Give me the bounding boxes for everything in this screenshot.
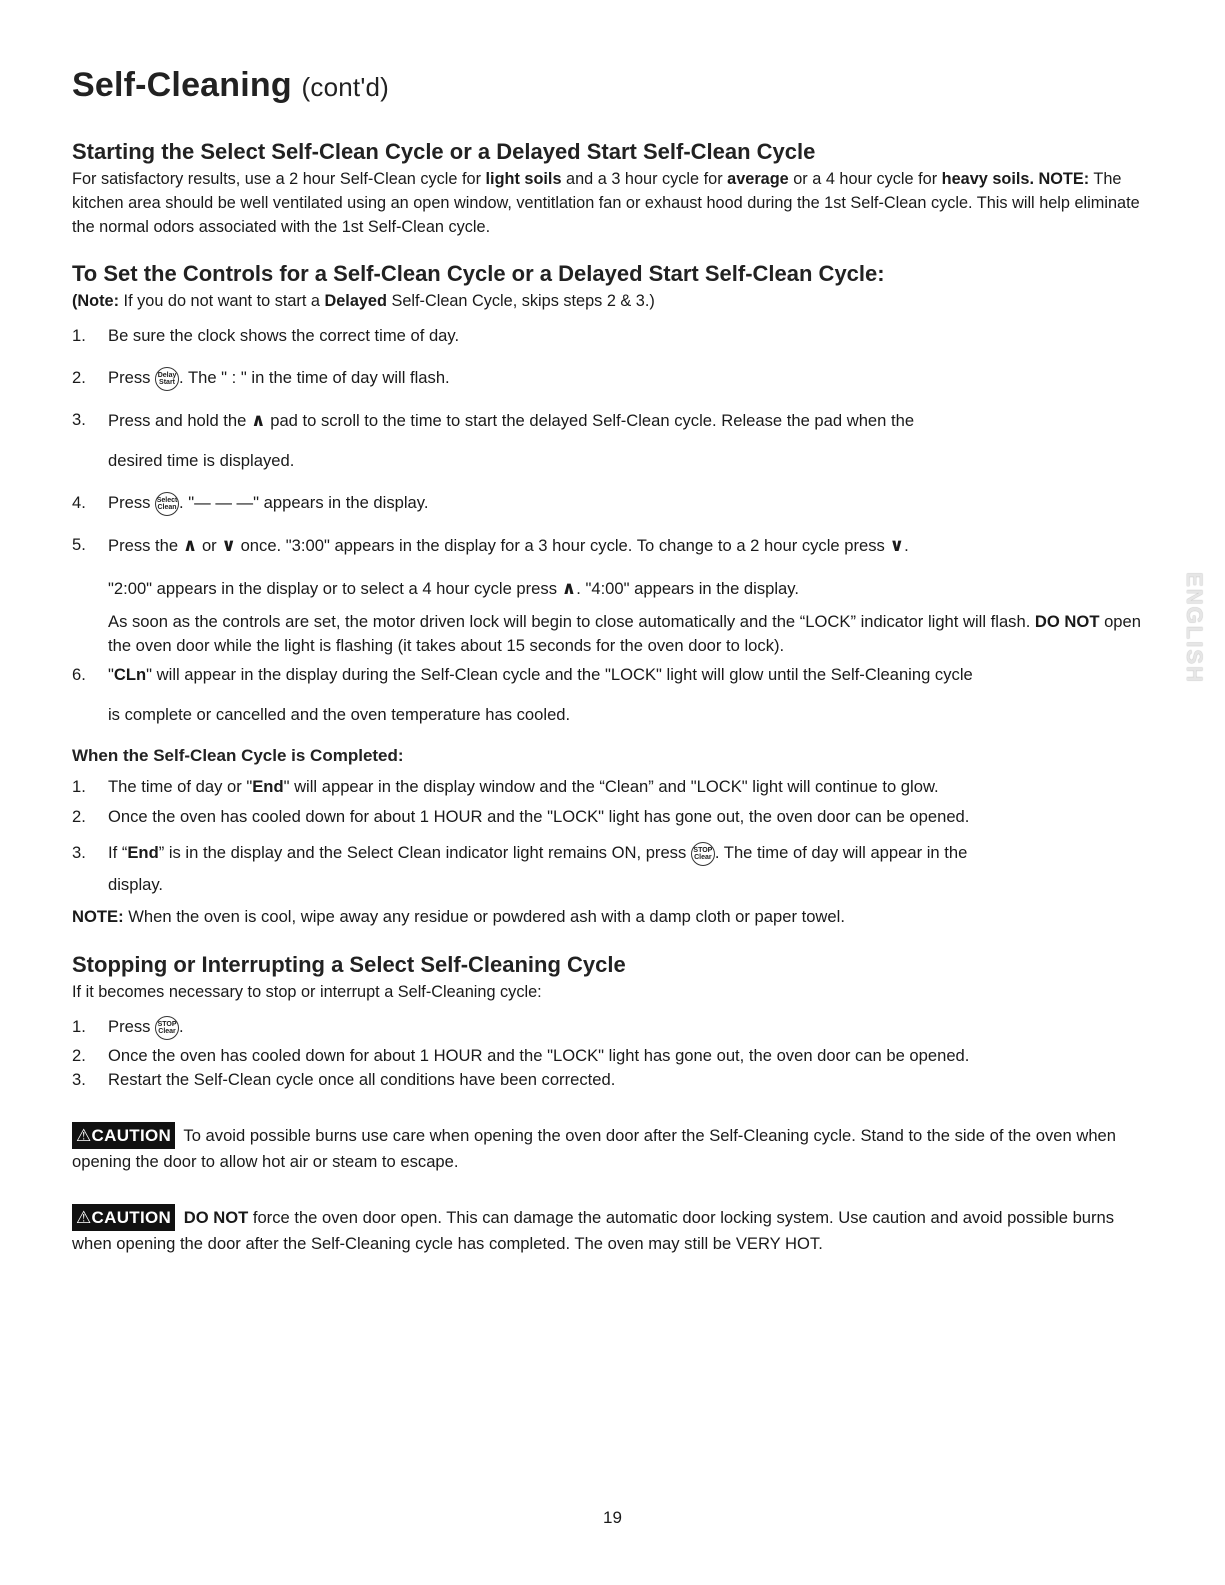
list-item: 1. Press STOP Clear . bbox=[72, 1010, 1147, 1044]
select-clean-pad-icon: Select Clean bbox=[155, 492, 179, 516]
list-item: 2. Once the oven has cooled down for about 1 HOUR and the "LOCK" light has gone out, the oven door can be opened. bbox=[72, 1046, 970, 1065]
list-item-continuation: As soon as the controls are set, the motor driven lock will begin to close automatically and the “LOCK” indicator light will flash. DO NOT open the oven door while the light is flashing (it takes about 15 seconds for the oven door to lock). bbox=[108, 612, 1141, 655]
warning-triangle-icon: ⚠ bbox=[76, 1126, 92, 1145]
list-item: 6. "CLn" will appear in the display during the Self-Clean cycle and the "LOCK" light will glow until the Self-Cleaning cycle bbox=[72, 665, 973, 684]
list-item-continuation: display. bbox=[108, 875, 164, 894]
section-heading-starting: Starting the Select Self-Clean Cycle or a Delayed Start Self-Clean Cycle bbox=[72, 139, 816, 164]
list-item: 5. Press the ∧ or ∨ once. "3:00" appears in the display for a 3 hour cycle. To change to a 2 hour cycle press ∨. bbox=[72, 528, 1147, 563]
list-item: 4. Press Select Clean . "— — —" appears in the display. bbox=[72, 486, 1147, 520]
set-controls-note: (Note: If you do not want to start a Delayed Self-Clean Cycle, skips steps 2 & 3.) bbox=[72, 292, 655, 310]
caution-badge: ⚠CAUTION bbox=[72, 1122, 175, 1149]
list-item-continuation: is complete or cancelled and the oven temperature has cooled. bbox=[108, 705, 571, 724]
list-item: 2. Press Delay Start . The " : " in the time of day will flash. bbox=[72, 361, 1147, 395]
section-heading-completed: When the Self-Clean Cycle is Completed: bbox=[72, 746, 404, 765]
stop-clear-pad-icon: STOP Clear bbox=[155, 1016, 179, 1040]
up-arrow-icon: ∧ bbox=[250, 410, 266, 430]
section-heading-set-controls: To Set the Controls for a Self-Clean Cycle or a Delayed Start Self-Clean Cycle: bbox=[72, 261, 885, 286]
list-item: 3. If “End” is in the display and the Select Clean indicator light remains ON, press STOP Clear . The time of day will appear in the bbox=[72, 836, 1147, 870]
warning-triangle-icon: ⚠ bbox=[76, 1208, 92, 1227]
side-language-tab: ENGLISH bbox=[1182, 571, 1208, 684]
section-heading-stopping: Stopping or Interrupting a Select Self-Cleaning Cycle bbox=[72, 952, 626, 977]
list-item: 2. Once the oven has cooled down for about 1 HOUR and the "LOCK" light has gone out, the oven door can be opened. bbox=[72, 807, 970, 826]
up-arrow-icon: ∧ bbox=[561, 578, 577, 598]
title-main: Self-Cleaning bbox=[72, 66, 292, 104]
stopping-intro: If it becomes necessary to stop or interrupt a Self-Cleaning cycle: bbox=[72, 983, 542, 1001]
list-item: 3. Press and hold the ∧ pad to scroll to the time to start the delayed Self-Clean cycle. Release the pad when the bbox=[72, 403, 1147, 438]
stopping-steps bbox=[72, 1010, 1147, 1092]
list-item: 3. Restart the Self-Clean cycle once all conditions have been corrected. bbox=[72, 1070, 616, 1089]
completed-steps bbox=[72, 772, 1147, 900]
list-item-continuation: desired time is displayed. bbox=[108, 451, 295, 470]
list-item: 1. The time of day or "End" will appear in the display window and the “Clean” and "LOCK" light will continue to glow. bbox=[72, 777, 939, 796]
page-title bbox=[72, 66, 1147, 105]
list-item: 1. Be sure the clock shows the correct time of day. bbox=[72, 326, 460, 345]
caution-badge: ⚠CAUTION bbox=[72, 1204, 175, 1231]
set-controls-steps bbox=[72, 319, 1147, 732]
completed-note: NOTE: When the oven is cool, wipe away any residue or powdered ash with a damp cloth or paper towel. bbox=[72, 907, 845, 926]
list-item-continuation: "2:00" appears in the display or to select a 4 hour cycle press ∧. "4:00" appears in the display. bbox=[72, 571, 1147, 606]
page-content bbox=[72, 66, 1147, 1256]
down-arrow-icon: ∨ bbox=[221, 535, 236, 555]
page-number: 19 bbox=[603, 1508, 622, 1527]
stop-clear-pad-icon: STOP Clear bbox=[691, 842, 715, 866]
caution-force: ⚠CAUTION DO NOT force the oven door open. This can damage the automatic door locking system. Use caution and avoid possible burns when opening the door after the Self-Cleaning cycle has completed. The oven may still be VERY HOT. bbox=[72, 1204, 1147, 1256]
section-starting-paragraph: For satisfactory results, use a 2 hour Self-Clean cycle for light soils and a 3 hour cycle for average or a 4 hour cycle for heavy soils. NOTE: The kitchen area should be well ventilated using an open window, ventitlation fan or exhaust hood during the 1st Self-Clean cycle. This will help eliminate the normal odors associated with the 1st Self-Clean cycle. bbox=[72, 170, 1140, 236]
caution-burns: ⚠CAUTION To avoid possible burns use care when opening the oven door after the Self-Cleaning cycle. Stand to the side of the oven when opening the door to allow hot air or steam to escape. bbox=[72, 1122, 1147, 1174]
delay-start-pad-icon: Delay Start bbox=[155, 367, 179, 391]
up-arrow-icon: ∧ bbox=[182, 535, 198, 555]
down-arrow-icon: ∨ bbox=[889, 535, 905, 555]
title-sub: (cont'd) bbox=[301, 72, 389, 102]
